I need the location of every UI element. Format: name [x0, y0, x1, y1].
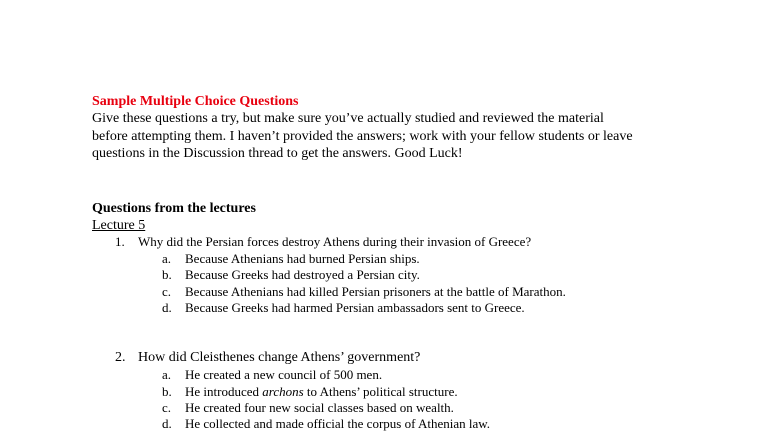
intro-line: before attempting them. I haven’t provided the answers; work with your fellow students or leave	[92, 128, 633, 144]
option-text: Because Athenians had burned Persian ships.	[185, 251, 420, 266]
question-1	[115, 234, 531, 250]
option-letter: a.	[162, 251, 172, 266]
question-text: How did Cleisthenes change Athens’ government?	[138, 350, 421, 365]
option-letter: c.	[162, 284, 172, 299]
lecture-label: Lecture 5	[92, 218, 146, 233]
intro-line: Give these questions a try, but make sure you’ve actually studied and reviewed the material	[92, 111, 604, 126]
option-text: Because Athenians had killed Persian prisoners at the battle of Marathon.	[185, 284, 566, 299]
option-letter: d.	[162, 416, 172, 431]
option-letter: a.	[162, 367, 172, 382]
document-heading: Sample Multiple Choice Questions	[92, 94, 299, 109]
option-letter: c.	[162, 400, 172, 415]
option-text: He created a new council of 500 men.	[185, 367, 383, 382]
question-2-option-b	[162, 384, 458, 400]
question-2-option-a	[162, 367, 382, 383]
option-text-before: He introduced	[185, 384, 263, 399]
option-text: He collected and made official the corpus of Athenian law.	[185, 416, 491, 431]
question-number: 2.	[115, 350, 126, 365]
intro-line: questions in the Discussion thread to get the answers. Good Luck!	[92, 146, 463, 161]
option-text: Because Greeks had destroyed a Persian city.	[185, 267, 420, 282]
section-heading: Questions from the lectures	[92, 201, 256, 216]
option-text: Because Greeks had harmed Persian ambassadors sent to Greece.	[185, 300, 525, 315]
question-number: 1.	[115, 234, 125, 249]
option-text-after: to Athens’ political structure.	[303, 384, 458, 399]
question-1-option-b	[162, 267, 420, 283]
question-1-option-c	[162, 284, 566, 300]
question-text: Why did the Persian forces destroy Athens during their invasion of Greece?	[138, 234, 532, 249]
option-letter: b.	[162, 267, 172, 282]
question-1-option-a	[162, 251, 420, 267]
intro-paragraph	[92, 110, 732, 163]
option-letter: d.	[162, 300, 172, 315]
question-2-option-d	[162, 416, 490, 432]
option-text: He created four new social classes based on wealth.	[185, 400, 454, 415]
question-2-option-c	[162, 400, 454, 416]
option-text-italic: archons	[262, 384, 304, 399]
option-letter: b.	[162, 384, 172, 399]
question-1-option-d	[162, 300, 525, 316]
question-2	[115, 350, 420, 366]
